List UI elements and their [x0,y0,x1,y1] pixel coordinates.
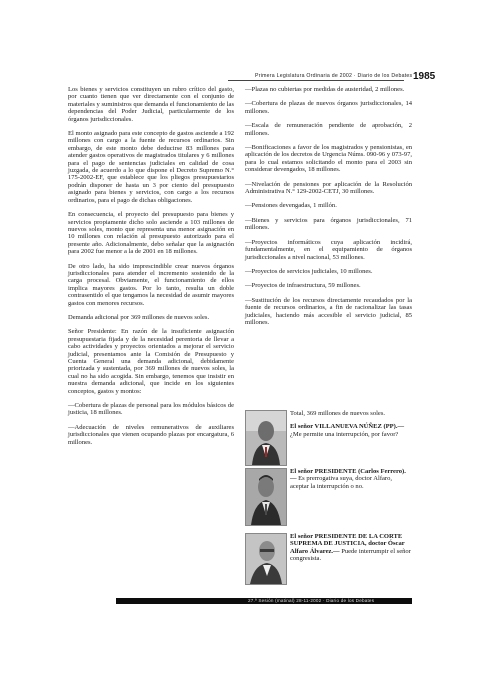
photo-ferrero [245,468,287,526]
speaker-speech: Es prerrogativa suya, doctor Alfaro, aceptar la interrupción o no. [290,475,392,490]
photo-alfaro [245,533,287,585]
paragraph: —Sustitución de los recursos directamente recaudados por la fuente de recursos ordinarios, a fin de racionalizar las tasas judiciales, haciendo más accesible el servicio judicial, 85 millones. [245,296,412,326]
speaker-block-ferrero [245,468,412,524]
header-title: Primera Legislatura Ordinaria de 2002 · Diario de los Debates [255,73,413,79]
paragraph: Señor Presidente: En razón de la insuficiente asignación presupuestaria fijada y de la necesidad perentoria de llevar a cabo actividades y proyectos orientados a mejorar el servicio judicial, presentamos ante la Comisión de Presupuesto y Cuenta General una demanda adicional, debidamente priorizada y sustentada, por 369 millones de nuevos soles, la cual no ha sido acogida. Sin embargo, tenemos que insistir en nuestra demanda adicional, que incide en los siguientes conceptos, gastos y montos: [68,328,234,395]
header-rule [228,80,404,81]
paragraph: —Bienes y servicios para órganos jurisdiccionales, 71 millones. [245,216,412,232]
footer-text: 27.ª Sesión (matinal) 28-11-2002 · Diario de los Debates [248,598,375,603]
portrait-image [246,469,286,525]
speaker-text [290,410,412,438]
portrait-image [246,534,286,584]
speaker-block-alfaro [245,533,412,585]
paragraph: —Escala de remuneración pendiente de aprobación, 2 millones. [245,122,412,137]
total-line: Total, 369 millones de nuevos soles. [290,410,386,417]
paragraph: —Proyectos de infraestructura, 59 millones. [245,282,361,290]
paragraph: Demanda adicional por 369 millones de nuevos soles. [68,313,210,321]
paragraph: —Cobertura de plazas de nuevos órganos jurisdiccionales, 14 millones. [245,100,412,115]
speaker-text [290,468,412,490]
speaker-name: El señor VILLANUEVA NÚÑEZ (PP).— [290,423,405,431]
paragraph: —Proyectos de servicios judiciales, 10 millones. [245,267,373,275]
paragraph: —Pensiones devengadas, 1 millón. [245,202,337,210]
paragraph: —Adecuación de niveles remunerativos de auxiliares jurisdiccionales que vienen ocupando plazas por encargatura, 6 millones. [68,423,234,446]
page-number: 1985 [413,71,436,82]
left-column [68,86,234,453]
paragraph: De otro lado, ha sido imprescindible crear nuevos órganos jurisdiccionales para atender el incremento sostenido de la carga procesal. Obviamente, el funcionamiento de ellos implica mayores gastos. Por lo tanto, resulta un doble contrasentido el que tengamos la necesidad de asumir mayores gastos con menores recursos. [68,262,234,307]
right-column [245,86,412,333]
speaker-name: El señor PRESIDENTE DE LA CORTE SUPREMA DE JUSTICIA, doctor Óscar Alfaro Álvarez.— [290,533,405,555]
paragraph: —Cobertura de plazas de personal para los módulos básicos de justicia, 18 millones. [68,402,234,417]
speaker-speech: Puede interrumpir el señor congresista. [290,547,411,563]
speaker-name: El señor PRESIDENTE (Carlos Ferrero).— [290,468,406,483]
paragraph: Los bienes y servicios constituyen un rubro crítico del gasto, por cuanto tienen que ver directamente con el conjunto de materiales y suministros que demanda el funcionamiento de las dependencias del Poder Judicial, particularmente de los órganos jurisdiccionales. [68,86,234,123]
paragraph: —Plazas no cubiertas por medidas de austeridad, 2 millones. [245,86,405,93]
paragraph: —Proyectos informáticos cuya aplicación incidirá, fundamentalmente, en el equipamiento de órganos jurisdiccionales a nivel nacional, 53 millones. [245,238,412,261]
paragraph: El monto asignado para este concepto de gastos asciende a 192 millones con cargo a la fuente de recursos ordinarios. Sin embargo, de este monto debe deducirse 83 millones para atender gastos operativos de magistrados titulares y 6 millones para el pago de sentencias judiciales en calidad de cosa juzgada, de acuerdo a lo que dispone el Decreto Supremo N.° 175-2002-EF, que establece que los pliegos presupuestarios podrán disponer de hasta un 3 por ciento del presupuesto asignado para bienes y servicios, con cargo a los recursos ordinarios, para el pago de dichas obligaciones. [68,130,234,204]
photo-villanueva [245,410,287,466]
paragraph: —Nivelación de pensiones por aplicación de la Resolución Administrativa N.° 129-2002-CETJ, 30 millones. [245,180,412,196]
paragraph: En consecuencia, el proyecto del presupuesto para bienes y servicios propiamente dicho solo asciende a 103 millones de nuevos soles, monto que representa una menor asignación en 10 millones con relación al presupuesto autorizado para el presente año. Adicionalmente, debo señalar que la asignación para 2002 fue menor a la de 2001 en 18 millones. [68,211,234,256]
speaker-speech: ¿Me permite una interrupción, por favor? [290,430,399,438]
portrait-image [246,411,286,465]
speaker-block-villanueva [245,410,412,470]
speaker-text [290,533,412,563]
paragraph: —Bonificaciones a favor de los magistrados y pensionistas, en aplicación de los decretos de Urgencia Núms. 090-96 y 073-97, para lo cual estamos solicitando el monto para el 2003 sin considerar devengados, 18 millones. [245,144,412,174]
